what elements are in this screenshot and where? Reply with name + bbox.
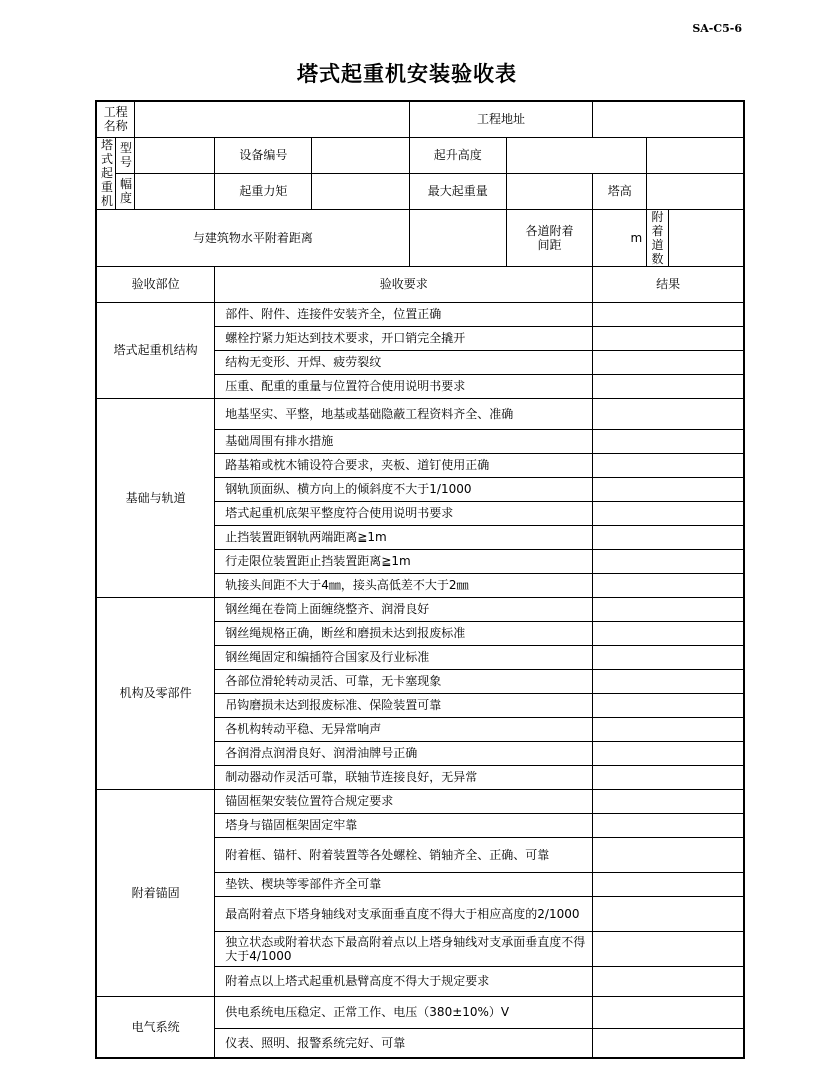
result-cell[interactable] — [593, 931, 744, 966]
section-name: 基础与轨道 — [96, 398, 215, 597]
requirement-cell: 附着框、锚杆、附着装置等各处螺栓、销轴齐全、正确、可靠 — [215, 837, 593, 872]
requirement-cell: 轨接头间距不大于4㎜，接头高低差不大于2㎜ — [215, 573, 593, 597]
requirement-cell: 止挡装置距钢轨两端距离≧1m — [215, 525, 593, 549]
requirement-cell: 基础周围有排水措施 — [215, 429, 593, 453]
result-cell[interactable] — [593, 789, 744, 813]
requirement-cell: 独立状态或附着状态下最高附着点以上塔身轴线对支承面垂直度不得大于4/1000 — [215, 931, 593, 966]
device-no-label: 设备编号 — [215, 137, 312, 173]
column-requirement-header: 验收要求 — [215, 266, 593, 302]
result-cell[interactable] — [593, 597, 744, 621]
table-row — [96, 996, 744, 1028]
amplitude-label: 幅度 — [115, 173, 134, 209]
model-value[interactable] — [135, 137, 215, 173]
acceptance-table — [95, 100, 745, 1059]
requirement-cell: 吊钩磨损未达到报废标准、保险装置可靠 — [215, 693, 593, 717]
column-part-header: 验收部位 — [96, 266, 215, 302]
max-load-value[interactable] — [506, 173, 592, 209]
amplitude-value[interactable] — [135, 173, 215, 209]
attach-spacing-label: 各道附着 间距 — [506, 209, 592, 266]
requirement-cell: 各部位滑轮转动灵活、可靠，无卡塞现象 — [215, 669, 593, 693]
requirement-cell: 各机构转动平稳、无异常响声 — [215, 717, 593, 741]
sections-body — [96, 302, 744, 1058]
result-cell[interactable] — [593, 693, 744, 717]
project-address-label: 工程地址 — [409, 101, 593, 137]
project-name-value[interactable] — [135, 101, 409, 137]
section-name: 电气系统 — [96, 996, 215, 1058]
result-cell[interactable] — [593, 302, 744, 326]
result-cell[interactable] — [593, 501, 744, 525]
result-cell[interactable] — [593, 741, 744, 765]
result-cell[interactable] — [593, 374, 744, 398]
requirement-cell: 附着点以上塔式起重机悬臂高度不得大于规定要求 — [215, 966, 593, 996]
page-title: 塔式起重机安装验收表 — [297, 62, 517, 86]
requirement-cell: 部件、附件、连接件安装齐全，位置正确 — [215, 302, 593, 326]
project-name-label: 工程名称 — [96, 101, 135, 137]
requirement-cell: 最高附着点下塔身轴线对支承面垂直度不得大于相应高度的2/1000 — [215, 896, 593, 931]
requirement-cell: 垫铁、楔块等零部件齐全可靠 — [215, 872, 593, 896]
attach-count-label: 附着 道数 — [647, 209, 669, 266]
result-cell[interactable] — [593, 813, 744, 837]
max-load-label: 最大起重量 — [409, 173, 506, 209]
result-cell[interactable] — [593, 453, 744, 477]
tower-height-label: 塔高 — [593, 173, 647, 209]
result-cell[interactable] — [593, 717, 744, 741]
requirement-cell: 塔身与锚固框架固定牢靠 — [215, 813, 593, 837]
result-cell[interactable] — [593, 966, 744, 996]
lift-moment-value[interactable] — [312, 173, 409, 209]
result-cell[interactable] — [593, 872, 744, 896]
result-cell[interactable] — [593, 573, 744, 597]
crane-label: 塔式 起重机 — [96, 137, 115, 209]
requirement-cell: 仪表、照明、报警系统完好、可靠 — [215, 1028, 593, 1058]
requirement-cell: 结构无变形、开焊、疲劳裂纹 — [215, 350, 593, 374]
requirement-cell: 供电系统电压稳定、正常工作、电压（380±10%）V — [215, 996, 593, 1028]
table-row — [96, 789, 744, 813]
result-cell[interactable] — [593, 765, 744, 789]
lift-height-value[interactable] — [506, 137, 646, 173]
result-cell[interactable] — [593, 326, 744, 350]
model-label: 型号 — [115, 137, 134, 173]
result-cell[interactable] — [593, 621, 744, 645]
table-row — [96, 398, 744, 429]
attach-count-value[interactable] — [668, 209, 744, 266]
result-cell[interactable] — [593, 996, 744, 1028]
requirement-cell: 钢丝绳在卷筒上面缠绕整齐、润滑良好 — [215, 597, 593, 621]
table-row — [96, 597, 744, 621]
lift-moment-label: 起重力矩 — [215, 173, 312, 209]
attach-spacing-unit: m — [593, 209, 647, 266]
requirement-cell: 地基坚实、平整，地基或基础隐蔽工程资料齐全、准确 — [215, 398, 593, 429]
result-cell[interactable] — [593, 549, 744, 573]
horizontal-distance-value[interactable] — [409, 209, 506, 266]
project-address-value[interactable] — [593, 101, 744, 137]
requirement-cell: 钢丝绳规格正确，断丝和磨损未达到报废标准 — [215, 621, 593, 645]
result-cell[interactable] — [593, 350, 744, 374]
requirement-cell: 螺栓拧紧力矩达到技术要求，开口销完全撬开 — [215, 326, 593, 350]
column-result-header: 结果 — [593, 266, 744, 302]
requirement-cell: 钢丝绳固定和编插符合国家及行业标准 — [215, 645, 593, 669]
result-cell[interactable] — [593, 429, 744, 453]
requirement-cell: 压重、配重的重量与位置符合使用说明书要求 — [215, 374, 593, 398]
requirement-cell: 锚固框架安装位置符合规定要求 — [215, 789, 593, 813]
result-cell[interactable] — [593, 398, 744, 429]
result-cell[interactable] — [593, 896, 744, 931]
requirement-cell: 钢轨顶面纵、横方向上的倾斜度不大于1/1000 — [215, 477, 593, 501]
requirement-cell: 行走限位装置距止挡装置距离≧1m — [215, 549, 593, 573]
section-name: 附着锚固 — [96, 789, 215, 996]
tower-height-value[interactable] — [647, 173, 744, 209]
result-cell[interactable] — [593, 477, 744, 501]
requirement-cell: 塔式起重机底架平整度符合使用说明书要求 — [215, 501, 593, 525]
horizontal-distance-label: 与建筑物水平附着距离 — [96, 209, 409, 266]
result-cell[interactable] — [593, 1028, 744, 1058]
requirement-cell: 制动器动作灵活可靠，联轴节连接良好，无异常 — [215, 765, 593, 789]
header-block — [96, 101, 744, 302]
result-cell[interactable] — [593, 837, 744, 872]
requirement-cell: 各润滑点润滑良好、润滑油牌号正确 — [215, 741, 593, 765]
table-row — [96, 302, 744, 326]
lift-height-label: 起升高度 — [409, 137, 506, 173]
section-name: 塔式起重机结构 — [96, 302, 215, 398]
result-cell[interactable] — [593, 645, 744, 669]
result-cell[interactable] — [593, 669, 744, 693]
section-name: 机构及零部件 — [96, 597, 215, 789]
document-code: SA-C5-6 — [692, 22, 742, 35]
device-no-value[interactable] — [312, 137, 409, 173]
result-cell[interactable] — [593, 525, 744, 549]
requirement-cell: 路基箱或枕木铺设符合要求，夹板、道钉使用正确 — [215, 453, 593, 477]
